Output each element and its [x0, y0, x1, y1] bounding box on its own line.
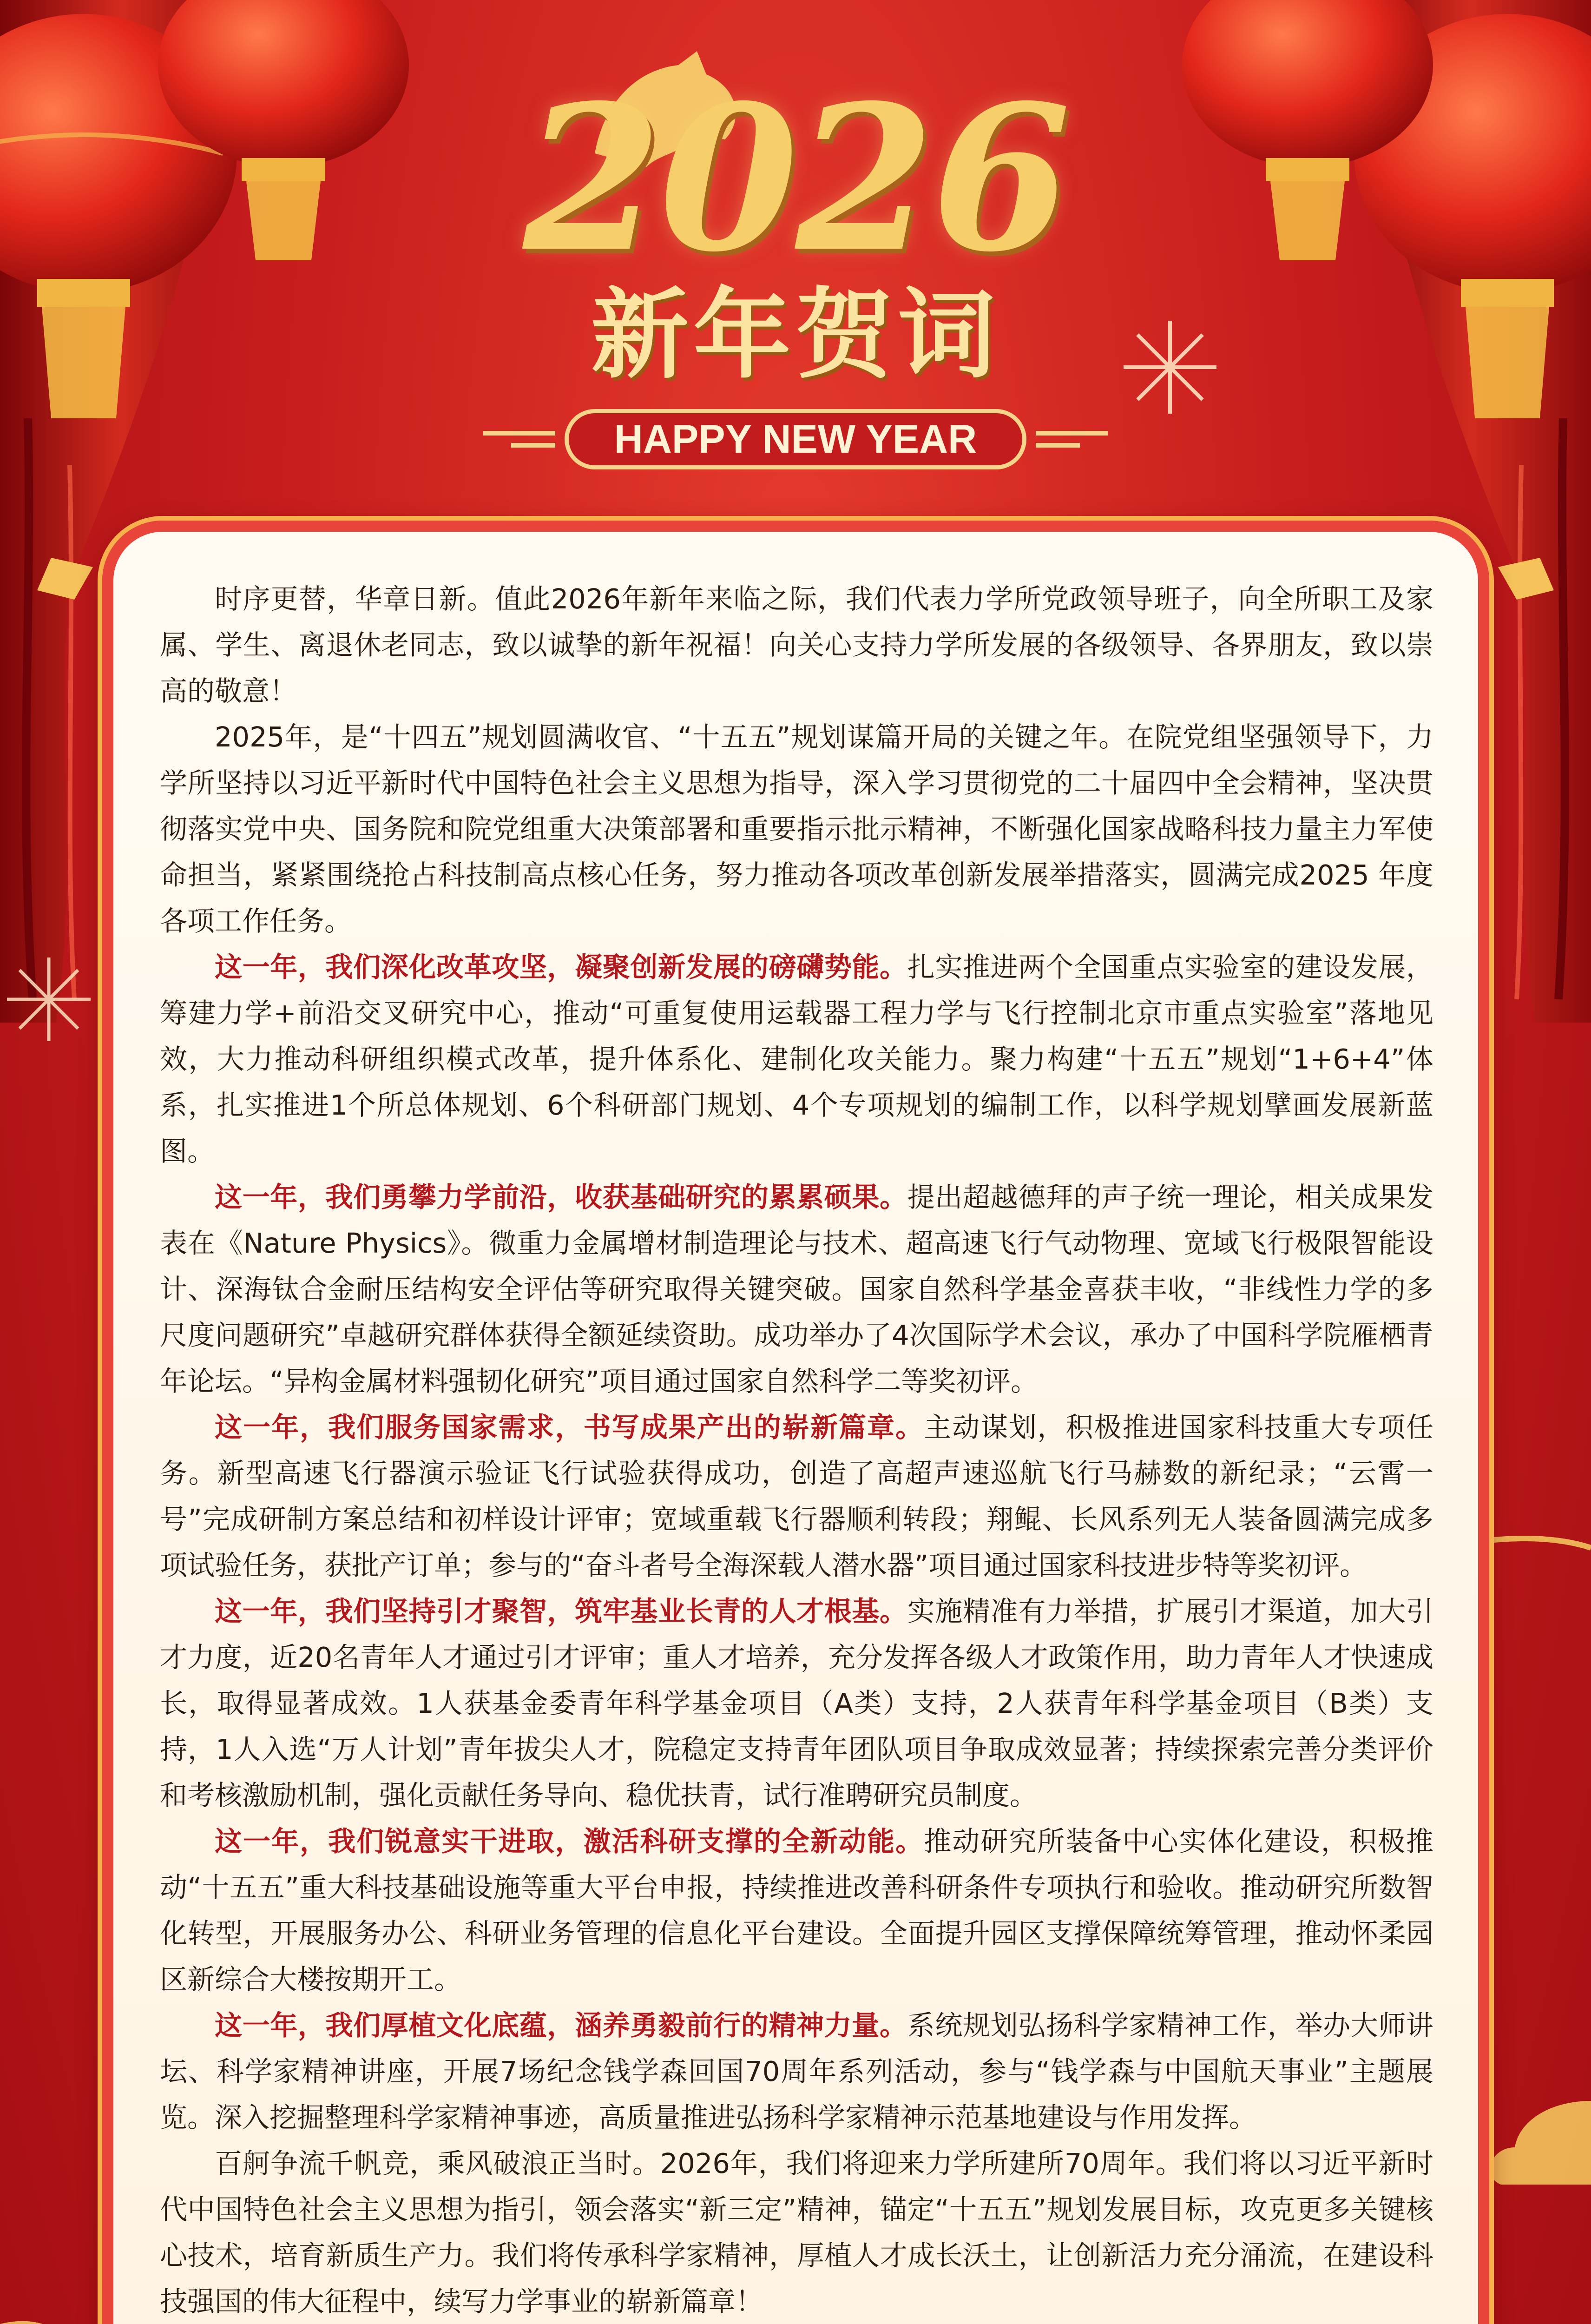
- paragraph-lead: 这一年，我们锐意实干进取，激活科研支撑的全新动能。: [215, 1825, 924, 1857]
- paragraph-text: 主动谋划，积极推进国家科技重大专项任务。新型高速飞行器演示验证飞行试验获得成功，创造了高超声速巡航飞行马赫数的新纪录；“云霄一号”完成研制方案总结和初样设计评审；宽域重载飞行器顺利转段；翔鲲、长风系列无人装备圆满完成多项试验任务，获批产订单；参与的“奋斗者号全海深载人潜水器”项目通过国家科技进步特等奖初评。: [160, 1411, 1433, 1581]
- paragraph-national-needs: [160, 1404, 1433, 1588]
- paragraph-talent: [160, 1588, 1433, 1818]
- happy-new-year-banner: HAPPY NEW YEAR: [565, 409, 1026, 469]
- paragraph-text: 提出超越德拜的声子统一理论，相关成果发表在《Nature Physics》。微重力金属增材制造理论与技术、超高速飞行气动物理、宽域飞行极限智能设计、深海钛合金耐压结构安全评估等研究取得关键突破。国家自然科学基金喜获丰收，“非线性力学的多尺度问题研究”卓越研究群体获得全额延续资助。成功举办了4次国际学术会议，承办了中国科学院雁栖青年论坛。“异构金属材料强韧化研究”项目通过国家自然科学二等奖初评。: [160, 1181, 1433, 1397]
- paragraph-text: 扎实推进两个全国重点实验室的建设发展，筹建力学+前沿交叉研究中心，推动“可重复使用运载器工程力学与飞行控制北京市重点实验室”落地见效，大力推动科研组织模式改革，提升体系化、建制化攻关能力。聚力构建“十五五”规划“1+6+4”体系，扎实推进1个所总体规划、6个科研部门规划、4个专项规划的编制工作，以科学规划擘画发展新蓝图。: [160, 951, 1433, 1167]
- paragraph-text: 时序更替，华章日新。值此2026年新年来临之际，我们代表力学所党政领导班子，向全所职工及家属、学生、离退休老同志，致以诚挚的新年祝福！向关心支持力学所发展的各级领导、各界朋友，致以崇高的敬意！: [160, 583, 1433, 707]
- paragraph-lead: 这一年，我们深化改革攻坚，凝聚创新发展的磅礴势能。: [215, 951, 907, 983]
- paragraph-support: [160, 1818, 1433, 2002]
- paragraph-text: 2025年，是“十四五”规划圆满收官、“十五五”规划谋篇开局的关键之年。在院党组坚强领导下，力学所坚持以习近平新时代中国特色社会主义思想为指导，深入学习贯彻党的二十届四中全会精神，坚决贯彻落实党中央、国务院和院党组重大决策部署和重要指示批示精神，不断强化国家战略科技力量主力军使命担当，紧紧围绕抢占科技制高点核心任务，努力推动各项改革创新发展举措落实，圆满完成2025 年度各项工作任务。: [160, 721, 1433, 937]
- paragraph-research: [160, 1174, 1433, 1404]
- paragraph-lead: 这一年，我们服务国家需求，书写成果产出的崭新篇章。: [215, 1411, 924, 1443]
- paragraph-outlook: [160, 2140, 1433, 2324]
- letter-body: [160, 576, 1433, 2324]
- paragraph-review: [160, 714, 1433, 944]
- paragraph-lead: 这一年，我们坚持引才聚智，筑牢基业长青的人才根基。: [215, 1595, 907, 1627]
- paragraph-text: 推动研究所装备中心实体化建设，积极推动“十五五”重大科技基础设施等重大平台申报，持续推进改善科研条件专项执行和验收。推动研究所数智化转型，开展服务办公、科研业务管理的信息化平台建设。全面提升园区支撑保障统筹管理，推动怀柔园区新综合大楼按期开工。: [160, 1825, 1433, 1995]
- paragraph-reform: [160, 944, 1433, 1174]
- paragraph-lead: 这一年，我们勇攀力学前沿，收获基础研究的累累硕果。: [215, 1181, 907, 1213]
- year-title: 2026: [523, 61, 1068, 296]
- paragraph-text: 百舸争流千帆竞，乘风破浪正当时。2026年，我们将迎来力学所建所70周年。我们将以习近平新时代中国特色社会主义思想为指引，领会落实“新三定”精神，锚定“十五五”规划发展目标，攻克更多关键核心技术，培育新质生产力。我们将传承科学家精神，厚植人才成长沃土，让创新活力充分涌流，在建设科技强国的伟大征程中，续写力学事业的崭新篇章！: [160, 2147, 1433, 2317]
- letter-card: [102, 521, 1489, 2324]
- firework-icon-left: [7, 957, 91, 1041]
- auspicious-cloud-icon-left: [0, 2321, 92, 2324]
- paragraph-opening: [160, 576, 1433, 714]
- paragraph-text: 系统规划弘扬科学家精神工作，举办大师讲坛、科学家精神讲座，开展7场纪念钱学森回国70周年系列活动，参与“钱学森与中国航天事业”主题展览。深入挖掘整理科学家精神事迹，高质量推进弘扬科学家精神示范基地建设与作用发挥。: [160, 2009, 1433, 2133]
- paragraph-lead: 这一年，我们厚植文化底蕴，涵养勇毅前行的精神力量。: [215, 2009, 907, 2041]
- paragraph-text: 实施精准有力举措，扩展引才渠道，加大引才力度，近20名青年人才通过引才评审；重人才培养，充分发挥各级人才政策作用，助力青年人才快速成长，取得显著成效。1人获基金委青年科学基金项目（A类）支持，2人获青年科学基金项目（B类）支持，1人入选“万人计划”青年拔尖人才，院稳定支持青年团队项目争取成效显著；持续探索完善分类评价和考核激励机制，强化贡献任务导向、稳优扶青，试行准聘研究员制度。: [160, 1595, 1433, 1811]
- paragraph-culture: [160, 2002, 1433, 2140]
- main-title: 新年贺词: [591, 277, 1000, 392]
